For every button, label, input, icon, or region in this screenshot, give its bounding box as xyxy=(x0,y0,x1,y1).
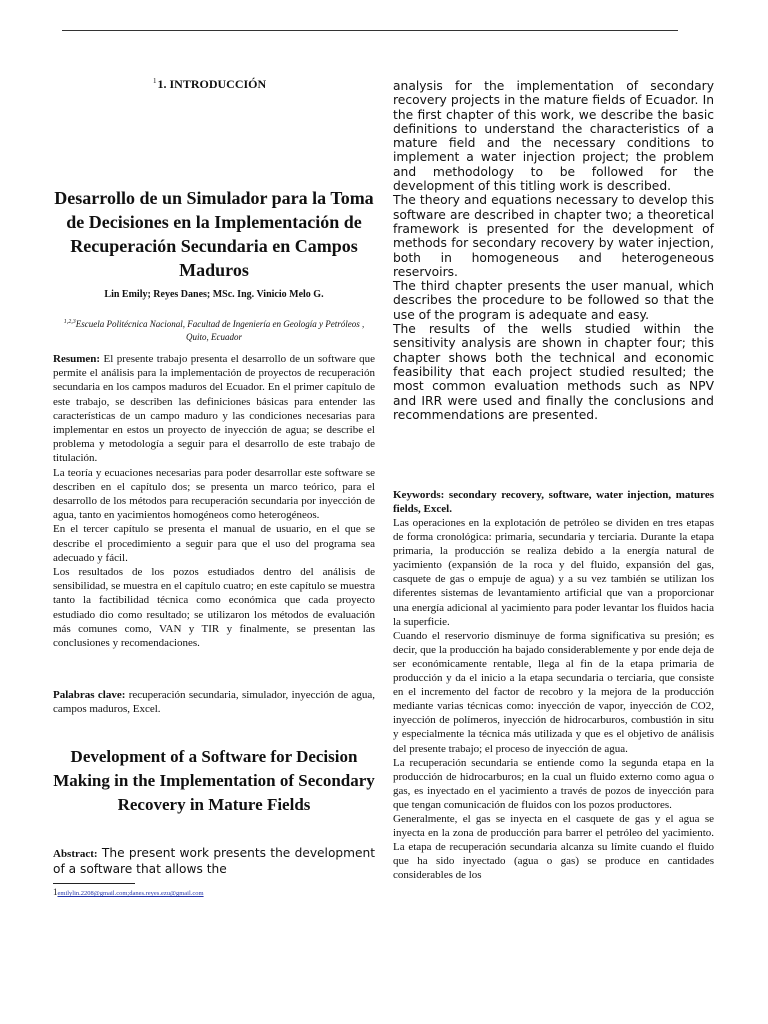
abstract-continued xyxy=(393,79,714,422)
footnote-email-link[interactable]: emilylin.2208@gmail.com;danes.reyes.ezu@gmail.com xyxy=(57,890,204,897)
resumen-paragraph: La teoría y ecuaciones necesarias para poder desarrollar este software se describen en el capítulo dos; se presenta un marco teórico, para el desarrollo de los métodos para recuperación secundaria por inyección de agua, tanto en yacimientos homogéneos como heterogéneos. xyxy=(53,466,375,522)
resumen xyxy=(53,352,375,650)
heading-text: 1. INTRODUCCIÓN xyxy=(157,77,267,91)
paper-title-spanish: Desarrollo de un Simulador para la Toma de Decisiones en la Implementación de Recuperación Secundaria en Campos Maduros xyxy=(54,188,374,280)
authors: Lin Emily; Reyes Danes; MSc. Ing. Vinicio Melo G. xyxy=(104,289,324,300)
palabras-clave-label: Palabras clave: xyxy=(53,689,126,701)
footnote-number: 1 xyxy=(53,887,58,897)
paper-title-english: Development of a Software for Decision Making in the Implementation of Secondary Recovery in Mature Fields xyxy=(53,747,375,814)
resumen-paragraph: Los resultados de los pozos estudiados dentro del análisis de sensibilidad, se muestra en el capítulo cuatro; en este capítulo se muestra tanto la factibilidad técnica como económica que cada proyecto estudiado dio como resultado; se utilizaron los métodos de evaluación más comunes como, VAN y TIR y finalmente, se presentan las conclusiones y recomendaciones. xyxy=(53,566,375,650)
heading-superscript: 1 xyxy=(153,77,157,85)
body-paragraph: La recuperación secundaria se entiende como la segunda etapa en la producción de hidrocarburos; en la cual un fluido externo como agua o gas, es inyectado en el yacimiento a través de pozos de inyección para que tengan comunicación de fluidos con los pozos productores. xyxy=(393,756,714,811)
abstract-label: Abstract: xyxy=(53,848,98,860)
body-paragraph: Cuando el reservorio disminuye de forma significativa su presión; es decir, que la producción ha bajado considerablemente y por ende deja de ser económicamente rentable, llega al fin de la etapa primaria de producción y da el inicio a la etapa secundaria o terciaria, que consiste en el incremento del factor de recobro y la mejora de la producción mediante varias técnicas como: inyección de vapor, inyección de CO2, inyección de polímeros, inyección de hidrocarburos, combustión in situ y especialmente la técnica más utilizada y que es el objetivo de análisis del presente trabajo; el proceso de inyección de agua. xyxy=(393,629,714,755)
resumen-label: Resumen: xyxy=(53,353,101,365)
affiliation-superscript: 1,2,3 xyxy=(63,319,76,325)
affiliation xyxy=(63,316,365,344)
abstract-text: The present work presents the development of a software that allows the xyxy=(53,846,376,876)
footnote xyxy=(53,887,204,897)
introduction-body xyxy=(393,516,714,882)
palabras-clave-text: recuperación secundaria, simulador, inyección de agua, campos maduros, Excel. xyxy=(53,689,375,716)
abstract-paragraph: The results of the wells studied within the sensitivity analysis are shown in chapter four; this chapter shows both the technical and economic feasibility that each project studied resulted; the most common evaluation methods such as NPV and IRR were used and finally the conclusions and recommendations are presented. xyxy=(393,322,714,422)
body-paragraph: Las operaciones en la explotación de petróleo se dividen en tres etapas de forma cronológica: primaria, secundaria y terciaria. Durante la etapa primaria, la producción se realiza debido a la energía natural de yacimiento (expansión de la roca y del fluido, expansión del gas, casquete de gas o empuje de agua) y a su vez también se utilizan los diferentes sistemas de levantamiento artificial que van a proporcionar una energía adicional al yacimiento para poder levantar los fluidos hacia la superficie. xyxy=(393,517,714,628)
resumen-paragraph xyxy=(53,352,375,466)
abstract-paragraph: The third chapter presents the user manual, which describes the procedure to be followed so that the use of the program is adequate and easy. xyxy=(393,279,714,322)
abstract-paragraph: analysis for the implementation of secondary recovery projects in the mature fields of Ecuador. In the first chapter of this work, we describe the basic definitions to understand the characteristics of a mature field and the necessary conditions to implement a water injection project; the problem and methodology to be followed for the development of this titling work is described. xyxy=(393,79,714,194)
keywords: Keywords: secondary recovery, software, water injection, matures fields, Excel. xyxy=(393,489,714,516)
resumen-paragraph: En el tercer capítulo se presenta el manual de usuario, en el que se describe el procedimiento a seguir para que el uso del programa sea adecuado y fácil. xyxy=(53,523,375,564)
footnote-rule xyxy=(53,883,135,884)
affiliation-text: Escuela Politécnica Nacional, Facultad de Ingeniería en Geología y Petróleos , Quito, Ecuador xyxy=(75,319,365,342)
resumen-text: El presente trabajo presenta el desarrollo de un software que permite el análisis para la implementación de proyectos de recuperación secundaria en los campos maduros del Ecuador. En el primer capítulo de este trabajo, se describen las definiciones básicas para entender las características de un campo maduro y las condiciones necesarias para implementar en estos un proyecto de inyección de agua; se describe el problema y metodología a seguir para el desarrollo de este trabajo de titulación. xyxy=(53,353,376,465)
section-heading-introduccion xyxy=(153,77,266,92)
body-paragraph: Generalmente, el gas se inyecta en el casquete de gas y el agua se inyecta en la zona de producción para barrer el petróleo del yacimiento. La etapa de recuperación secundaria alcanza su límite cuando el fluido que ha sido inyectado (agua o gas) se produce en cantidades considerables de los xyxy=(393,812,714,882)
abstract xyxy=(53,846,375,877)
palabras-clave xyxy=(53,688,375,716)
header-rule xyxy=(62,30,678,31)
abstract-paragraph: The theory and equations necessary to develop this software are described in chapter two; a theoretical framework is presented for the development of methods for secondary recovery by water injection, both in homogeneous and heterogeneous reservoirs. xyxy=(393,193,714,279)
